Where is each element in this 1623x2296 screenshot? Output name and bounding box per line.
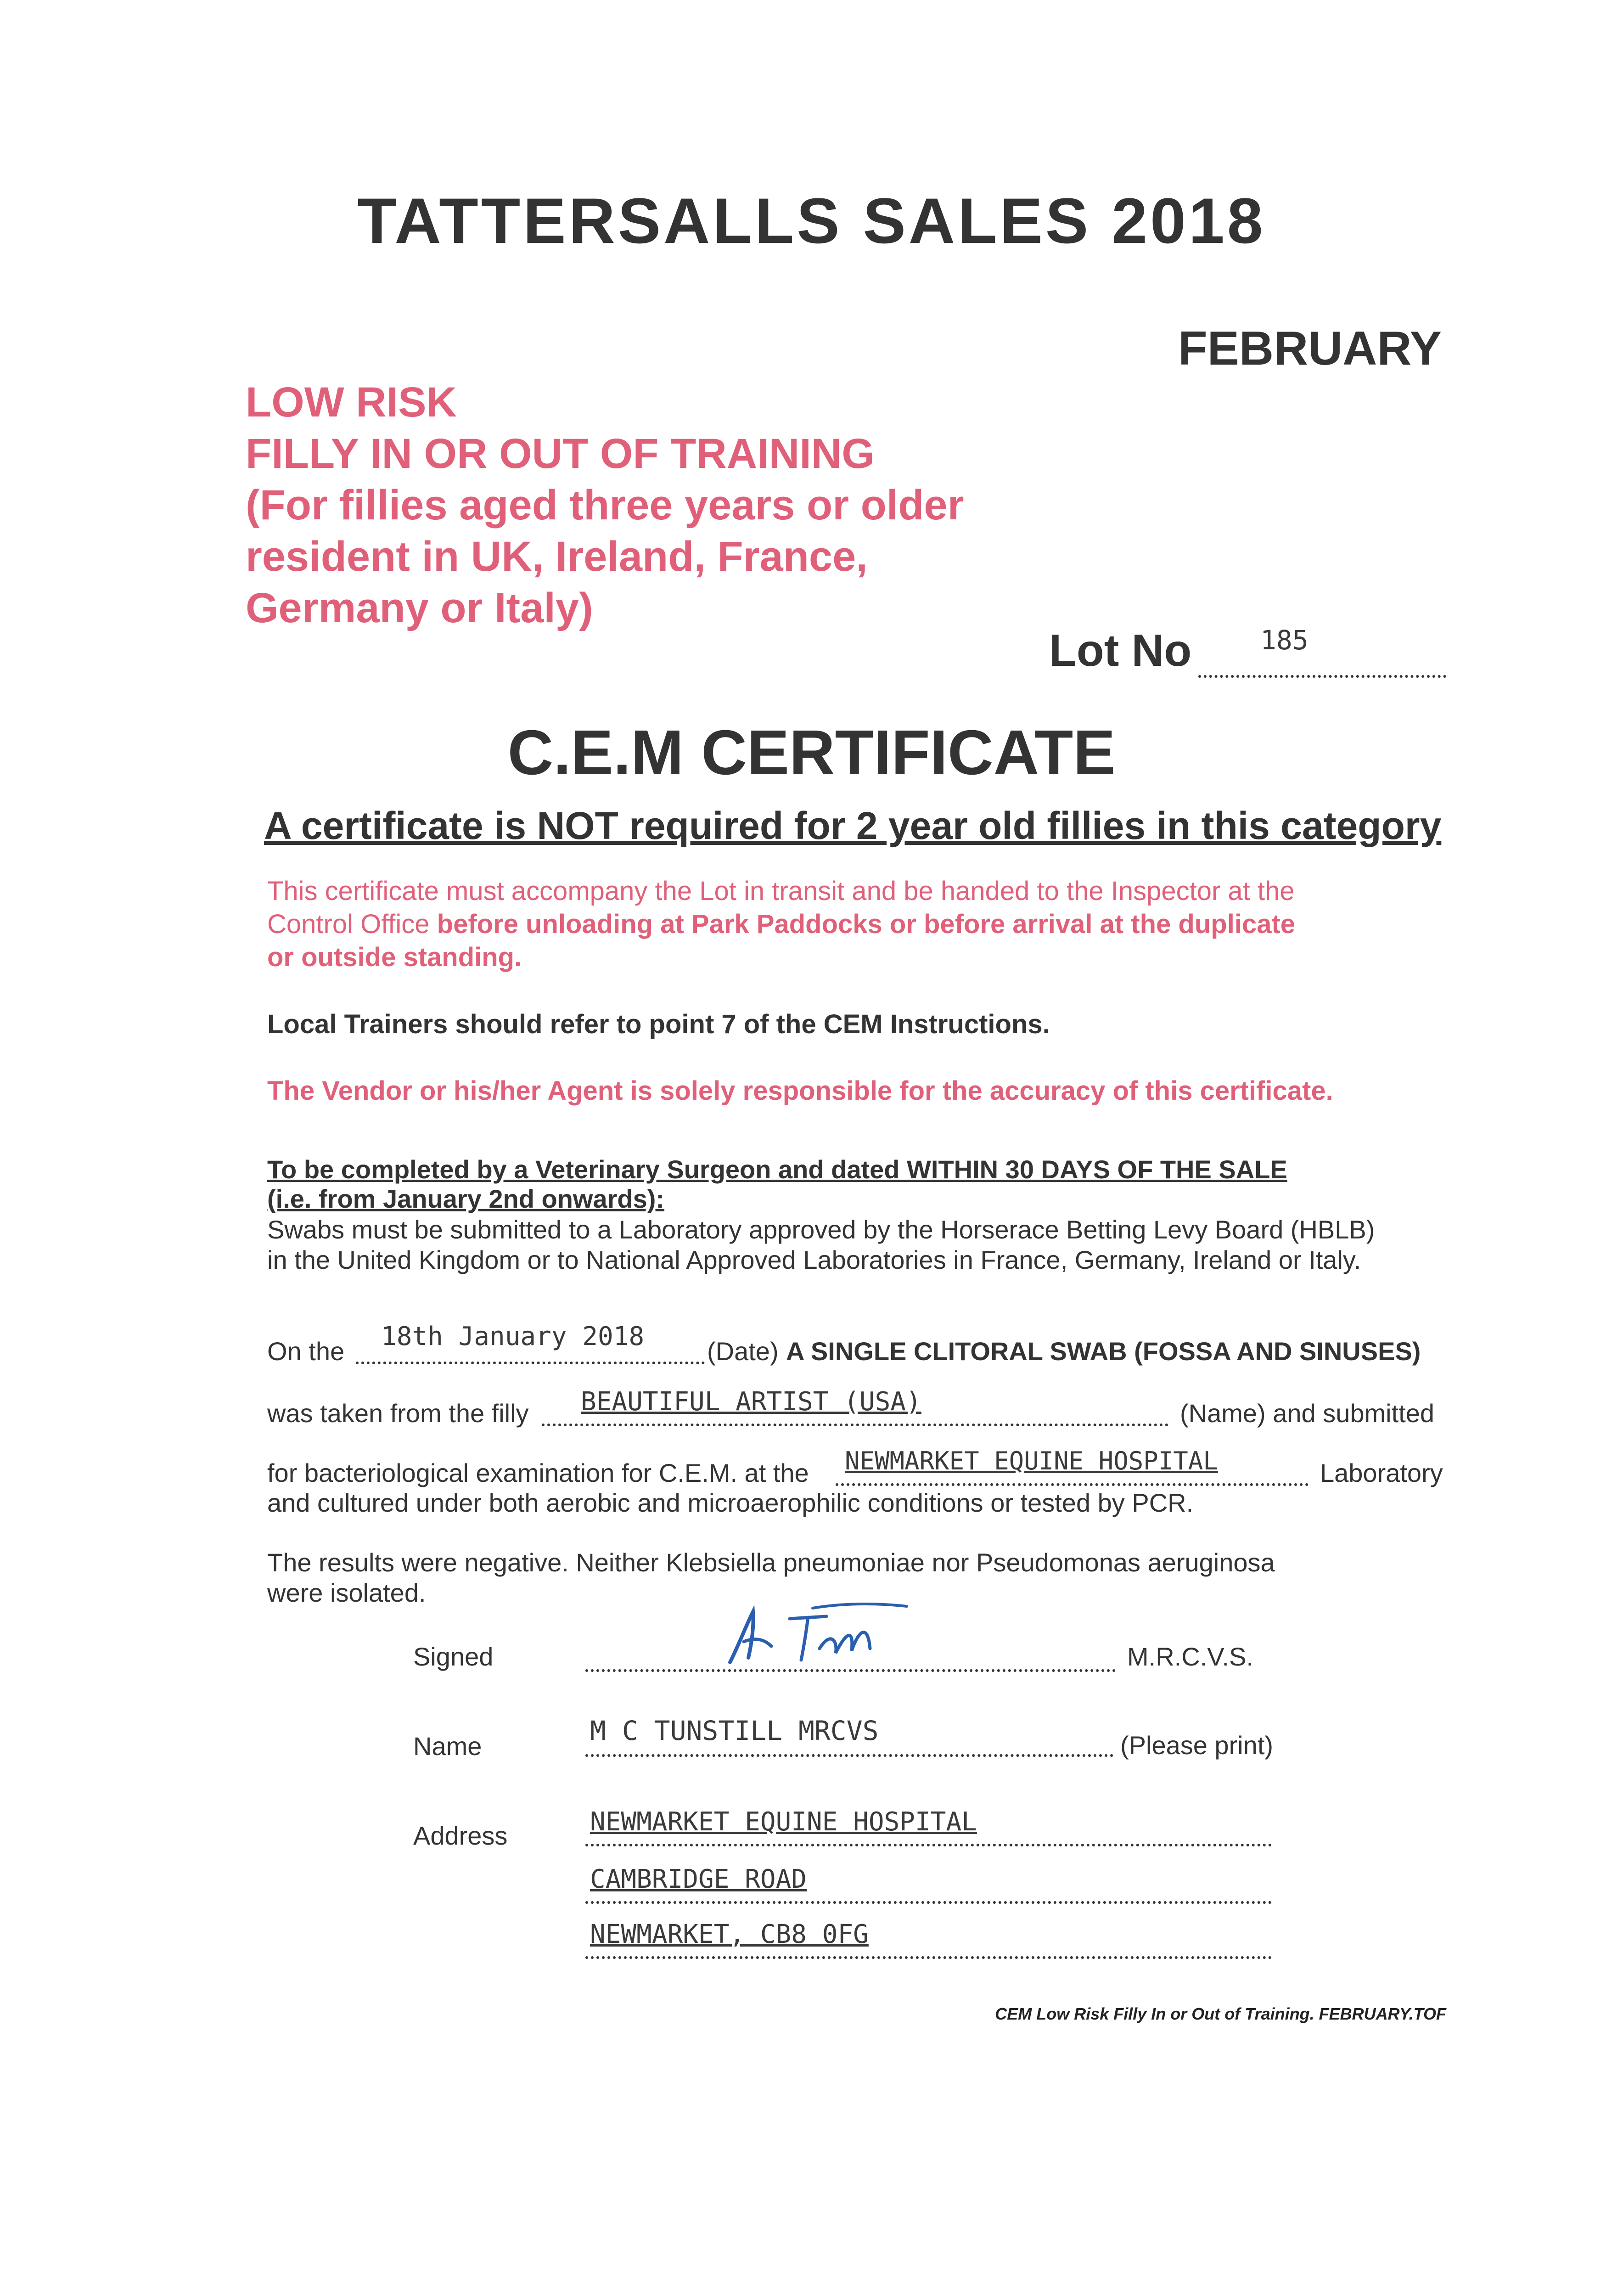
results-line-2: were isolated. <box>267 1578 426 1607</box>
vet-heading <box>267 1155 1287 1214</box>
transit-line-2-plain: Control Office <box>267 909 430 939</box>
lot-number-value: 185 <box>1260 625 1309 656</box>
on-the-label: On the <box>267 1337 345 1366</box>
vet-heading-line-1: To be completed by a Veterinary Surgeon and dated WITHIN 30 DAYS OF THE SALE <box>267 1155 1287 1184</box>
category-line: Germany or Italy) <box>246 585 593 631</box>
local-trainers-note: Local Trainers should refer to point 7 of the CEM Instructions. <box>267 1009 1050 1039</box>
vet-heading-line-2: (i.e. from January 2nd onwards): <box>267 1184 665 1213</box>
results-line-1: The results were negative. Neither Klebsiella pneumoniae nor Pseudomonas aeruginosa <box>267 1548 1275 1577</box>
exam-label: for bacteriological examination for C.E.M. at the <box>267 1458 809 1487</box>
lot-label: Lot No <box>1049 625 1192 675</box>
date-label: (Date) <box>707 1337 779 1366</box>
mrcvs-suffix: M.R.C.V.S. <box>1127 1642 1253 1671</box>
transit-line-3: or outside standing. <box>267 942 522 972</box>
address-label: Address <box>413 1821 508 1850</box>
swabs-line-2: in the United Kingdom or to National Approved Laboratories in France, Germany, Ireland or Italy. <box>267 1245 1361 1274</box>
filly-name-value: BEAUTIFUL ARTIST (USA) <box>581 1387 921 1417</box>
category-line: FILLY IN OR OUT OF TRAINING <box>246 430 875 477</box>
address-line-value: NEWMARKET, CB8 0FG <box>590 1919 869 1949</box>
category-block <box>246 377 964 634</box>
filly-name-suffix: (Name) and submitted <box>1180 1399 1435 1428</box>
laboratory-suffix: Laboratory <box>1320 1458 1443 1487</box>
category-line: (For fillies aged three years or older <box>246 482 964 529</box>
certificate-note: A certificate is NOT required for 2 year old fillies in this category <box>264 804 1442 847</box>
name-suffix: (Please print) <box>1120 1731 1274 1760</box>
laboratory-value: NEWMARKET EQUINE HOSPITAL <box>845 1446 1218 1475</box>
sale-month: FEBRUARY <box>1178 322 1442 375</box>
date-value: 18th January 2018 <box>381 1322 645 1351</box>
address-line-value: CAMBRIDGE ROAD <box>590 1864 807 1894</box>
category-line: LOW RISK <box>246 379 457 426</box>
swab-type: A SINGLE CLITORAL SWAB (FOSSA AND SINUSES) <box>786 1337 1421 1366</box>
name-value: M C TUNSTILL MRCVS <box>590 1715 879 1746</box>
certificate-title: C.E.M CERTIFICATE <box>507 717 1116 788</box>
signature-mark <box>721 1598 914 1667</box>
address-line-value: NEWMARKET EQUINE HOSPITAL <box>590 1807 977 1837</box>
footer-reference: CEM Low Risk Filly In or Out of Training. FEBRUARY.TOF <box>995 2004 1446 2023</box>
swabs-line-1: Swabs must be submitted to a Laboratory approved by the Horserace Betting Levy Board (HBLB) <box>267 1215 1375 1244</box>
category-line: resident in UK, Ireland, France, <box>246 533 868 580</box>
filly-label: was taken from the filly <box>267 1399 529 1428</box>
lot-number-field[interactable] <box>1198 631 1446 678</box>
swabs-instructions <box>267 1215 1375 1275</box>
page-title: TATTERSALLS SALES 2018 <box>357 185 1266 257</box>
name-label: Name <box>413 1732 482 1761</box>
signed-label: Signed <box>413 1642 494 1671</box>
transit-line-1: This certificate must accompany the Lot in transit and be handed to the Inspector at the <box>267 876 1295 906</box>
transit-line-2 <box>267 908 1295 941</box>
transit-line-2-bold: before unloading at Park Paddocks or before arrival at the duplicate <box>437 909 1296 939</box>
vendor-responsibility-note: The Vendor or his/her Agent is solely responsible for the accuracy of this certificate. <box>267 1076 1333 1106</box>
cultured-text: and cultured under both aerobic and microaerophilic conditions or tested by PCR. <box>267 1488 1194 1517</box>
transit-instructions <box>267 875 1295 974</box>
